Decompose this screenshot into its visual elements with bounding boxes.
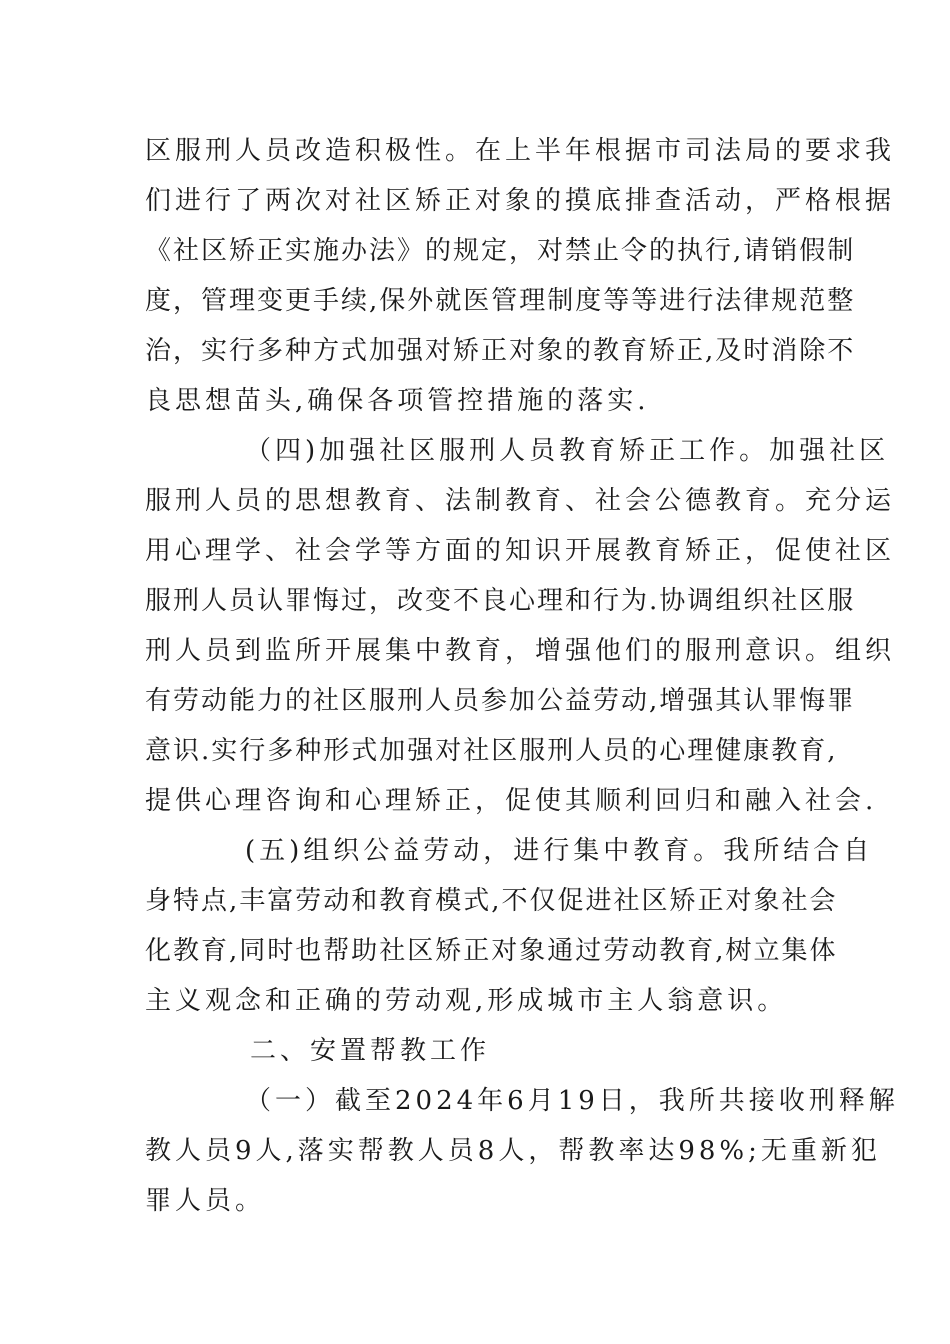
text-line: 身特点,丰富劳动和教育模式,不仅促进社区矫正对象社会 [145, 886, 838, 916]
text-line: 服刑人员的思想教育、法制教育、社会公德教育。充分运 [145, 486, 896, 516]
text-line: 意识.实行多种形式加强对社区服刑人员的心理健康教育, [145, 736, 838, 766]
text-line: 刑人员到监所开展集中教育，增强他们的服刑意识。组织 [145, 636, 896, 666]
text-line: 区服刑人员改造积极性。在上半年根据市司法局的要求我 [145, 136, 896, 166]
text-line: 主义观念和正确的劳动观,形成城市主人翁意识。 [145, 986, 788, 1016]
text-line: 度，管理变更手续,保外就医管理制度等等进行法律规范整 [145, 286, 856, 316]
text-line: (五)组织公益劳动，进行集中教育。我所结合自 [245, 836, 874, 866]
paragraph-continuation [145, 126, 896, 426]
paragraph-section-five [145, 826, 874, 1026]
text-line: 服刑人员认罪悔过，改变不良心理和行为.协调组织社区服 [145, 586, 856, 616]
text-line: 良思想苗头,确保各项管控措施的落实. [145, 386, 650, 416]
text-line: 罪人员。 [145, 1186, 266, 1216]
text-line: 化教育,同时也帮助社区矫正对象通过劳动教育,树立集体 [145, 936, 838, 966]
text-line: 教人员9人,落实帮教人员8人，帮教率达98%;无重新犯 [145, 1136, 881, 1166]
text-line: 有劳动能力的社区服刑人员参加公益劳动,增强其认罪悔罪 [145, 686, 856, 716]
section-heading-resettlement [145, 1026, 810, 1076]
text-line: （一）截至2024年6月19日，我所共接收刑释解 [245, 1086, 899, 1116]
section-heading: 二、安置帮教工作 [250, 1036, 491, 1066]
text-line: 提供心理咨询和心理矫正，促使其顺利回归和融入社会. [145, 786, 878, 816]
paragraph-section-four [145, 426, 896, 826]
text-line: 治，实行多种方式加强对矫正对象的教育矫正,及时消除不 [145, 336, 856, 366]
text-line: 用心理学、社会学等方面的知识开展教育矫正，促使社区 [145, 536, 896, 566]
text-line: 《社区矫正实施办法》的规定，对禁止令的执行,请销假制 [145, 236, 856, 266]
text-line: 们进行了两次对社区矫正对象的摸底排查活动，严格根据 [145, 186, 896, 216]
document-body [145, 126, 899, 1226]
paragraph-section-two-one [145, 1076, 899, 1226]
text-line: （四)加强社区服刑人员教育矫正工作。加强社区 [245, 436, 890, 466]
